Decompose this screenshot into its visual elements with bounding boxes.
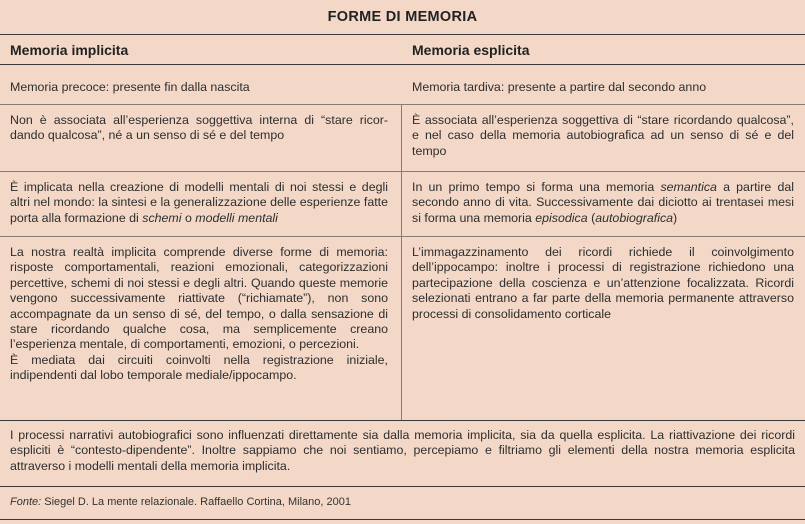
title-divider [0,34,805,35]
row2-explicit: È associata all’esperienza soggettiva di “stare ricordando qualcosa”, e nel caso della memoria autobiografica ad un senso di sé e del tempo [412,113,794,158]
source-citation: Fonte: Siegel D. La mente relazionale. Raffaello Cortina, Milano, 2001 [10,496,351,508]
row2-implicit: Non è associata all’esperienza soggettiva interna di “stare ricor-dando qualcosa”, né a un senso di sé e del tempo [10,113,388,143]
row3-explicit: In un primo tempo si forma una memoria semantica a partire dal secondo anno di vita. Successivamente dai diciotto ai trentasei mesi si forma una memoria episodica (autobiografica) [412,180,794,225]
footer-divider [0,420,805,421]
row4-implicit: La nostra realtà implicita comprende diverse forme di memoria: risposte comportamentali, reazioni emozionali, categorizzazioni percettive, schemi di noi stessi e degli altri. Quando queste memorie vengono successivamente riattivate (“richiamate”), non sono accompagnate da un senso di sé, del tempo, o dalla sensazione di stare ricordando qualche cosa, ma semplicemente creano l’esperienza mentale, di comportamenti, emozioni, o percezioni. È mediata dai circuiti coinvolti nella registrazione iniziale, indipendenti dal lobo temporale mediale/ippocampo. [10,245,388,383]
table-title: FORME DI MEMORIA [327,9,478,25]
header-implicit: Memoria implicita [10,41,129,58]
header-explicit: Memoria esplicita [412,41,530,58]
header-divider [0,64,805,65]
column-divider [401,104,402,171]
row1-explicit: Memoria tardiva: presente a partire dal secondo anno [412,80,707,94]
row4-explicit: L’immagazzinamento dei ricordi richiede il coinvolgimento dell’ippocampo: inoltre i processi di registrazione richiedono una partecipazione della coscienza e un’attenzione focalizzata. Ricordi selezionati entrano a far parte della memoria permanente attraverso processi di consolidamento corticale [412,245,794,321]
source-divider [0,486,805,487]
bottom-border [0,519,805,520]
column-divider [401,171,402,236]
footer-note: I processi narrativi autobiografici sono influenzati direttamente sia dalla memoria implicita, sia da quella esplicita. La riattivazione dei ricordi espliciti è “contesto-dipendente”. Inoltre sappiamo che noi sentiamo, percepiamo e filtriamo gli elementi della nostra memoria esplicita attraverso i modelli mentali della memoria implicita. [10,428,795,473]
row-divider [0,104,805,105]
row-divider [0,171,805,172]
row3-implicit: È implicata nella creazione di modelli mentali di noi stessi e degli altri nel mondo: la sintesi e la generalizzazione delle esperienze fatte porta alla formazione di schemi o modelli mentali [10,180,388,225]
row1-implicit: Memoria precoce: presente fin dalla nascita [10,80,250,94]
row-divider [0,236,805,237]
column-divider [401,236,402,420]
